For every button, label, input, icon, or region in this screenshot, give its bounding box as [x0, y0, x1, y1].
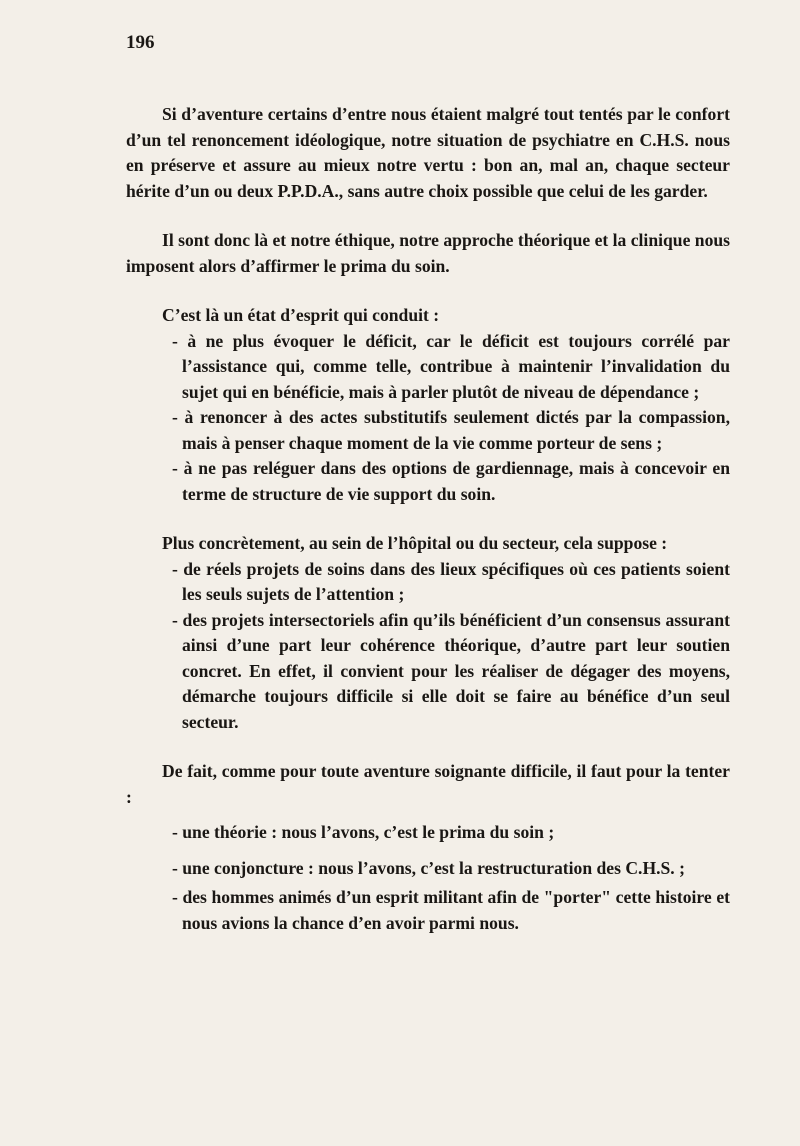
list-item: - des projets intersectoriels afin qu’ils bénéficient d’un consensus assurant ainsi d’une part leur cohérence théorique, d’autre part leur soutien concret. En effet, il convient pour les réaliser de dégager des moyens, démarche toujours difficile si elle doit se faire au bénéfice d’un seul secteur. [172, 609, 730, 732]
prima-du-soin-emphasis: prima du soin. [340, 255, 450, 276]
paragraph-3-intro: C’est là un état d’esprit qui conduit : [162, 305, 440, 325]
list-item: - de réels projets de soins dans des lieux spécifiques où ces patients soient les seuls sujets de l’attention ; [172, 558, 730, 604]
list-tenter [126, 820, 730, 936]
list-conduit [126, 329, 730, 508]
list-item: - à renoncer à des actes substitutifs seulement dictés par la compassion, mais à penser chaque moment de la vie comme porteur de sens ; [172, 407, 730, 453]
list-suppose [126, 557, 730, 736]
page-number: 196 [126, 32, 155, 53]
list-item: - une conjoncture : nous l’avons, c’est la restructuration des C.H.S. ; [172, 857, 685, 878]
paragraph-2 [126, 228, 730, 279]
paragraph-1: Si d’aventure certains d’entre nous étaient malgré tout tentés par le confort d’un tel renoncement idéologique, notre situation de psychiatre en C.H.S. nous en préserve et assure au mieux notre vertu : bon an, mal an, chaque secteur hérite d’un ou deux P.P.D.A., sans autre choix possible que celui de les garder. [126, 104, 730, 201]
list-item: - une théorie : nous l’avons, c’est le prima du soin ; [172, 822, 555, 842]
paragraph-4-intro: Plus concrètement, au sein de l’hôpital ou du secteur, cela suppose : [162, 533, 668, 553]
list-item: - à ne plus évoquer le déficit, car le déficit est toujours corrélé par l’assistance qui, comme telle, contribue à maintenir l’invalidation du sujet qui en bénéficie, mais à parler plutôt de niveau de dépendance ; [172, 330, 730, 402]
document-body [126, 102, 730, 936]
paragraph-2-text: Il sont donc là et notre éthique, notre approche théorique et la clinique nous imposent alors d’affirmer le [126, 230, 730, 276]
list-item: - des hommes animés d’un esprit militant afin de "porter" cette histoire et nous avions la chance d’en avoir parmi nous. [172, 887, 730, 933]
paragraph-5-intro: De fait, comme pour toute aventure soignante difficile, il faut pour la tenter : [126, 761, 730, 807]
list-item: - à ne pas reléguer dans des options de gardiennage, mais à concevoir en terme de structure de vie support du soin. [172, 458, 730, 504]
